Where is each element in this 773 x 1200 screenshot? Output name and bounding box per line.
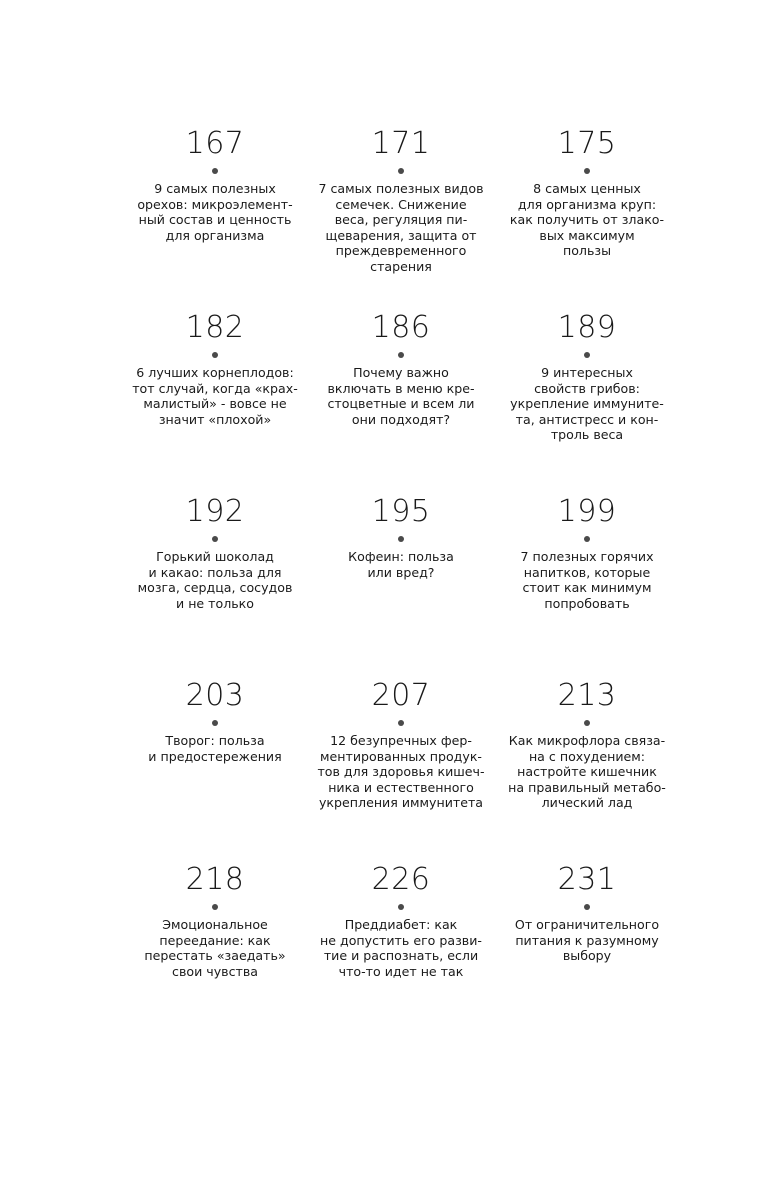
bullet-dot-icon: [584, 720, 590, 726]
bullet-dot-icon: [212, 720, 218, 726]
page-number: 218: [185, 862, 245, 897]
page-number: 186: [371, 310, 431, 345]
toc-entry[interactable]: [494, 494, 680, 678]
toc-entry[interactable]: [122, 126, 308, 310]
page-number: 167: [185, 126, 245, 161]
page-number: 231: [557, 862, 617, 897]
entry-title: 9 самых полезных орехов: микроэлемент- ный состав и ценность для организма: [137, 181, 293, 243]
page-number: 195: [371, 494, 431, 529]
page-number: 189: [557, 310, 617, 345]
entry-title: 9 интересных свойств грибов: укрепление иммуните- та, антистресс и кон- троль веса: [510, 365, 664, 442]
page-number: 203: [185, 678, 245, 713]
bullet-dot-icon: [584, 352, 590, 358]
toc-entry[interactable]: [122, 678, 308, 862]
entry-title: Эмоциональное переедание: как перестать «заедать» свои чувства: [144, 917, 286, 979]
entry-title: Горький шоколад и какао: польза для мозга, сердца, сосудов и не только: [137, 549, 293, 611]
entry-title: От ограничительного питания к разумному выбору: [514, 917, 660, 963]
toc-entry[interactable]: [494, 678, 680, 862]
entry-title: 8 самых ценных для организма круп: как получить от злако- вых максимум пользы: [509, 181, 665, 258]
entry-title: Преддиабет: как не допустить его разви- тие и распознать, если что-то идет не так: [320, 917, 482, 979]
bullet-dot-icon: [398, 352, 404, 358]
toc-entry[interactable]: [122, 494, 308, 678]
bullet-dot-icon: [212, 536, 218, 542]
entry-title: Творог: польза и предостережения: [148, 733, 282, 764]
toc-entry[interactable]: [308, 678, 494, 862]
entry-title: 12 безупречных фер- ментированных продук- тов для здоровья кишеч- ника и естественного укрепления иммунитета: [317, 733, 485, 810]
bullet-dot-icon: [584, 904, 590, 910]
entry-title: 6 лучших корнеплодов: тот случай, когда «крах- малистый» - вовсе не значит «плохой»: [132, 365, 298, 427]
page-number: 199: [557, 494, 617, 529]
entry-title: Почему важно включать в меню кре- стоцветные и всем ли они подходят?: [327, 365, 475, 427]
bullet-dot-icon: [584, 168, 590, 174]
bullet-dot-icon: [212, 904, 218, 910]
page-number: 207: [371, 678, 431, 713]
entry-title: Как микрофлора связа- на с похудением: настройте кишечник на правильный метабо- лический лад: [508, 733, 666, 810]
toc-entry[interactable]: [122, 310, 308, 494]
page-number: 175: [557, 126, 617, 161]
toc-entry[interactable]: [494, 310, 680, 494]
page-number: 171: [371, 126, 431, 161]
page-number: 192: [185, 494, 245, 529]
toc-entry[interactable]: [308, 310, 494, 494]
toc-entry[interactable]: [122, 862, 308, 1046]
bullet-dot-icon: [584, 536, 590, 542]
bullet-dot-icon: [398, 168, 404, 174]
page-number: 213: [557, 678, 617, 713]
bullet-dot-icon: [398, 720, 404, 726]
toc-entry[interactable]: [308, 126, 494, 310]
page-number: 182: [185, 310, 245, 345]
entry-title: 7 самых полезных видов семечек. Снижение веса, регуляция пи- щеварения, защита от преждевременного старения: [318, 181, 484, 274]
entry-title: Кофеин: польза или вред?: [348, 549, 454, 580]
page-number: 226: [371, 862, 431, 897]
entry-title: 7 полезных горячих напитков, которые стоит как минимум попробовать: [520, 549, 654, 611]
bullet-dot-icon: [398, 904, 404, 910]
toc-entry[interactable]: [494, 862, 680, 1046]
toc-entry[interactable]: [308, 494, 494, 678]
table-of-contents: [122, 126, 680, 1046]
bullet-dot-icon: [212, 352, 218, 358]
bullet-dot-icon: [398, 536, 404, 542]
bullet-dot-icon: [212, 168, 218, 174]
toc-entry[interactable]: [494, 126, 680, 310]
toc-entry[interactable]: [308, 862, 494, 1046]
